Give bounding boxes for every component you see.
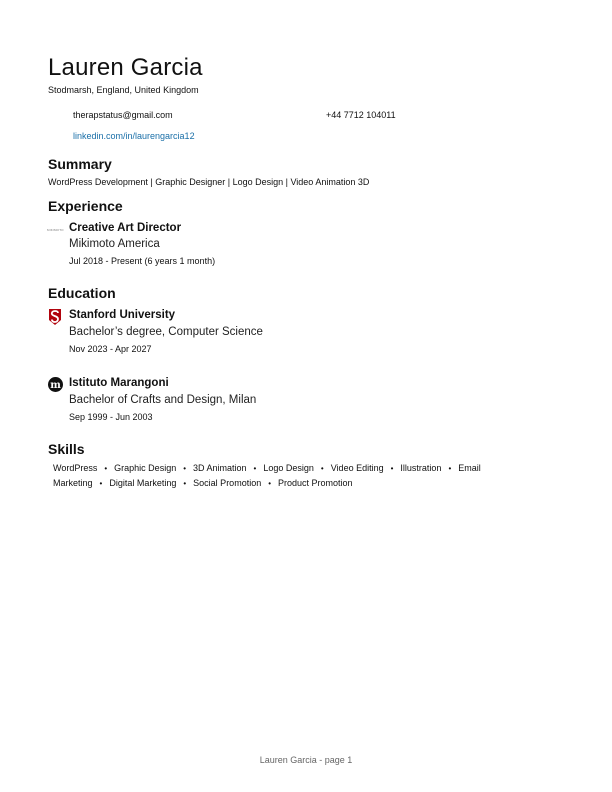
skill-separator: •	[390, 464, 394, 473]
skill-item: Graphic Design	[114, 463, 177, 473]
skill-item: Video Editing	[330, 463, 384, 473]
marangoni-logo-icon	[48, 377, 62, 391]
candidate-location: Stodmarsh, England, United Kingdom	[48, 85, 199, 95]
education-school-marangoni: Istituto Marangoni	[69, 377, 169, 389]
education-heading: Education	[48, 285, 116, 301]
skill-item: Email Marketing	[53, 463, 481, 488]
skill-separator: •	[253, 464, 257, 473]
skills-heading: Skills	[48, 441, 85, 457]
skill-item: Illustration	[400, 463, 442, 473]
skills-list	[53, 461, 553, 491]
skill-item: Social Promotion	[193, 478, 262, 488]
candidate-name: Lauren Garcia	[48, 54, 203, 81]
experience-company: Mikimoto America	[69, 238, 160, 250]
stanford-logo-icon	[48, 309, 62, 323]
skill-item: Product Promotion	[278, 478, 353, 488]
linkedin-link[interactable]: linkedin.com/in/laurengarcia12	[73, 131, 195, 141]
education-dates-stanford: Nov 2023 - Apr 2027	[69, 344, 152, 354]
skill-item: Digital Marketing	[109, 478, 177, 488]
education-degree-marangoni: Bachelor of Crafts and Design, Milan	[69, 394, 257, 406]
skill-separator: •	[183, 464, 187, 473]
experience-dates: Jul 2018 - Present (6 years 1 month)	[69, 256, 216, 266]
marangoni-logo-letter: m	[50, 380, 61, 391]
page-footer: Lauren Garcia - page 1	[259, 755, 353, 765]
contact-email[interactable]: therapstatus@gmail.com	[73, 110, 173, 120]
contact-phone: +44 7712 104011	[326, 110, 396, 120]
skill-separator: •	[99, 479, 103, 488]
skill-separator: •	[448, 464, 452, 473]
experience-heading: Experience	[48, 198, 123, 214]
skill-separator: •	[183, 479, 187, 488]
summary-text: WordPress Development | Graphic Designer | Logo Design | Video Animation 3D	[48, 177, 370, 187]
summary-heading: Summary	[48, 156, 112, 172]
mikimoto-logo: MIKIMOTO	[47, 228, 64, 232]
education-dates-marangoni: Sep 1999 - Jun 2003	[69, 412, 153, 422]
skill-item: WordPress	[53, 463, 98, 473]
skill-separator: •	[268, 479, 272, 488]
skill-separator: •	[104, 464, 108, 473]
skill-item: 3D Animation	[193, 463, 247, 473]
education-degree-stanford: Bachelor’s degree, Computer Science	[69, 326, 263, 338]
skill-separator: •	[320, 464, 324, 473]
education-school-stanford: Stanford University	[69, 309, 176, 321]
skill-item: Logo Design	[263, 463, 314, 473]
experience-role: Creative Art Director	[69, 222, 182, 234]
